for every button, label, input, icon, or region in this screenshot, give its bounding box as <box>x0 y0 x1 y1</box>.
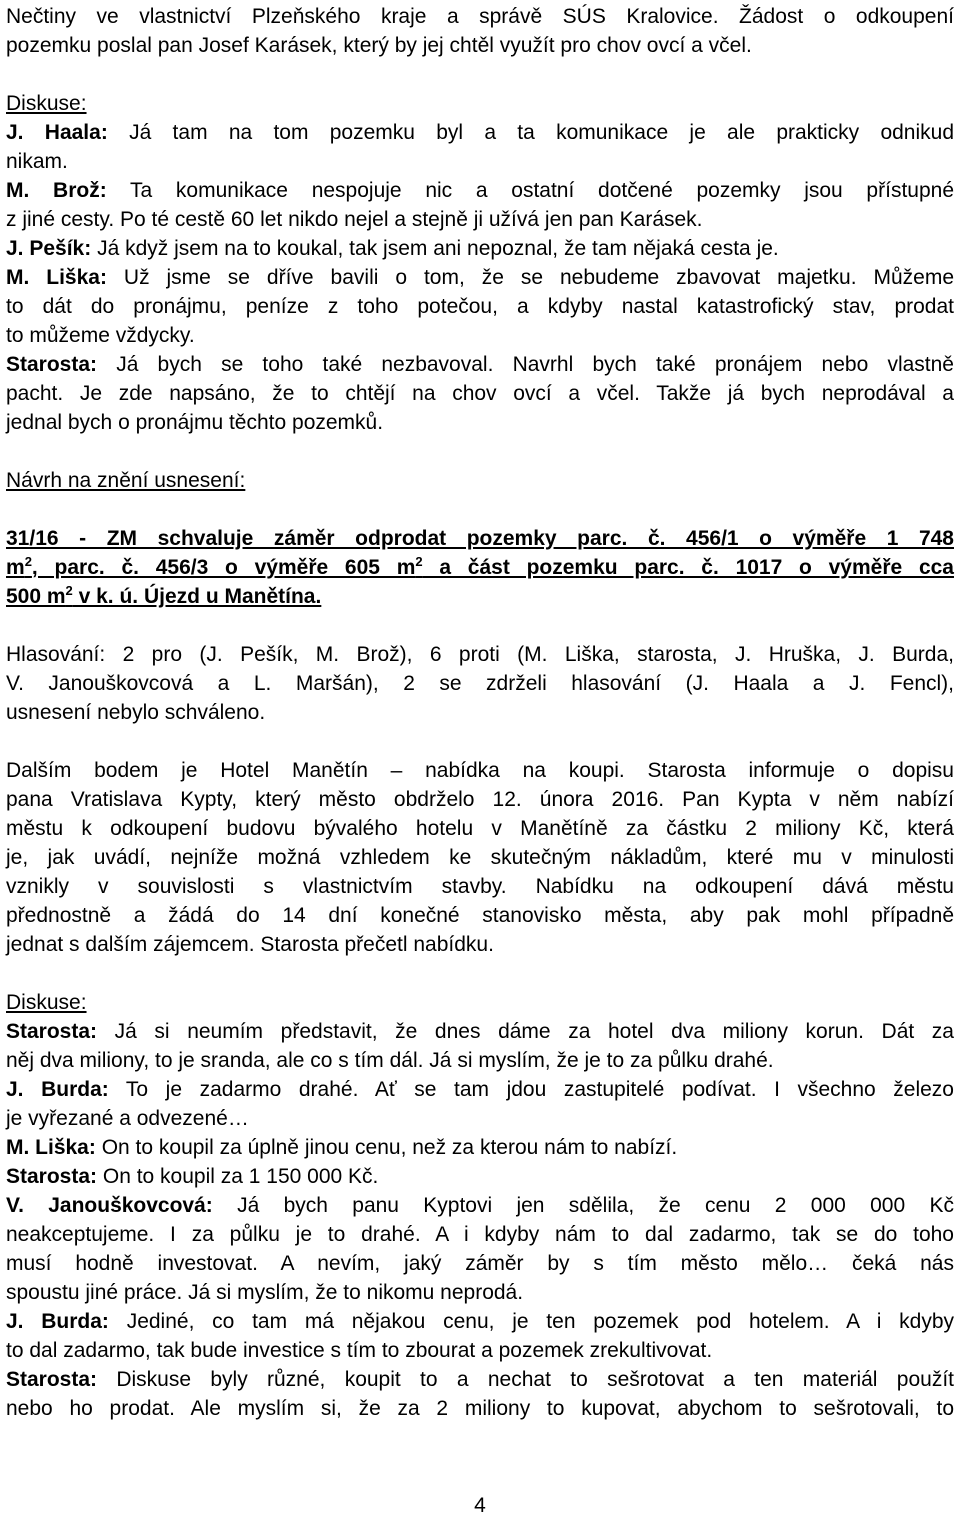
text-line: je vyřezané a odvezené… <box>6 1107 249 1130</box>
speech-line <box>6 120 954 146</box>
speaker-label: J. Pešík: <box>6 237 92 260</box>
resolution-text: 500 m <box>6 585 66 608</box>
text-line: přednostně a žádá do 14 dní konečné stanovisko města, aby pak mohl případně <box>6 904 954 927</box>
speaker-label: Starosta: <box>6 1368 98 1391</box>
resolution-line: 31/16 - ZM schvaluje záměr odprodat pozemky parc. č. 456/1 o výměře 1 748 <box>6 527 954 550</box>
speech-text: On to koupil za úplně jinou cenu, než za kterou nám to nabízí. <box>95 1136 678 1159</box>
speech-line <box>6 1367 954 1393</box>
text-line: Nečtiny ve vlastnictví Plzeňského kraje a správě SÚS Kralovice. Žádost o odkoupení <box>6 5 954 28</box>
vote-line: usnesení nebylo schváleno. <box>6 701 266 724</box>
speech-text: Já bych panu Kyptovi jen sdělila, že cenu 2 000 000 Kč <box>212 1194 954 1217</box>
speaker-label: M. Liška: <box>6 1136 96 1159</box>
speech-line <box>6 265 954 291</box>
speech-text: Já bych se toho také nezbavoval. Navrhl bych také pronájem nebo vlastně <box>97 353 954 376</box>
text-line: z jiné cesty. Po té cestě 60 let nikdo nejel a stejně ji užívá jen pan Karásek. <box>6 208 703 231</box>
speech-text: Já když jsem na to koukal, tak jsem ani nepoznal, že tam nějaká cesta je. <box>91 237 779 260</box>
section-heading: Diskuse: <box>6 991 87 1014</box>
speech-line <box>6 1309 954 1335</box>
speech-text: Ta komunikace nespojuje nic a ostatní dotčené pozemky jsou přístupné <box>106 179 954 202</box>
vote-line: Hlasování: 2 pro (J. Pešík, M. Brož), 6 proti (M. Liška, starosta, J. Hruška, J. Burda, <box>6 643 954 666</box>
text-line: vznikly v souvislosti s vlastnictvím stavby. Nabídku na odkoupení dává městu <box>6 875 954 898</box>
speech-line <box>6 352 954 378</box>
text-line: něj dva miliony, to je sranda, ale co s tím dál. Já si myslím, že je to za půlku drahé. <box>6 1049 774 1072</box>
section-heading: Diskuse: <box>6 92 87 115</box>
speaker-label: M. Liška: <box>6 266 107 289</box>
speaker-label: J. Burda: <box>6 1310 109 1333</box>
resolution-text: , parc. č. 456/3 o výměře 605 m <box>31 556 416 579</box>
text-line: to dal zadarmo, tak bude investice s tím to zbourat a pozemek zrekultivovat. <box>6 1339 713 1362</box>
text-line: neakceptujeme. I za půlku je to drahé. A i kdyby nám to dal zadarmo, tak se do toho <box>6 1223 954 1246</box>
resolution-text: a část pozemku parc. č. 1017 o výměře cca <box>422 556 954 579</box>
text-line: pozemku poslal pan Josef Karásek, který by jej chtěl využít pro chov ovcí a včel. <box>6 34 752 57</box>
superscript: 2 <box>65 583 73 598</box>
text-line: to dát do pronájmu, peníze z toho potečou, a kdyby nastal katastrofický stav, prodat <box>6 295 954 318</box>
text-line: jednat s dalším zájemcem. Starosta přečetl nabídku. <box>6 933 494 956</box>
speaker-label: M. Brož: <box>6 179 107 202</box>
speech-text: Já tam na tom pozemku byl a ta komunikace je ale prakticky odnikud <box>107 121 954 144</box>
resolution-text: m <box>6 556 25 579</box>
text-line: nebo ho prodat. Ale myslím si, že za 2 miliony to kupovat, abychom to sešrotovali, to <box>6 1397 954 1420</box>
speech-line <box>6 1193 954 1219</box>
speech-text: To je zadarmo drahé. Ať se tam jdou zastupitelé podívat. I všechno železo <box>108 1078 954 1101</box>
speech-text: Jediné, co tam má nějakou cenu, je ten pozemek pod hotelem. A i kdyby <box>108 1310 955 1333</box>
speech-line <box>6 1135 677 1161</box>
speech-line <box>6 1019 954 1045</box>
text-line: musí hodně investovat. A nevím, jaký záměr by s tím město mělo… čeká nás <box>6 1252 954 1275</box>
text-line: to můžeme vždycky. <box>6 324 195 347</box>
speaker-label: Starosta: <box>6 353 98 376</box>
speaker-label: J. Haala: <box>6 121 108 144</box>
text-line: je, jak uvádí, nejníže možná vzhledem ke skutečným nákladům, které mu v minulosti <box>6 846 954 869</box>
speech-text: Už jsme se dříve bavili o tom, že se nebudeme zbavovat majetku. Můžeme <box>106 266 955 289</box>
vote-line: V. Janouškovcová a L. Maršán), 2 se zdrželi hlasování (J. Haala a J. Fencl), <box>6 672 954 695</box>
text-line: Dalším bodem je Hotel Manětín – nabídka na koupi. Starosta informuje o dopisu <box>6 759 954 782</box>
text-line: spoustu jiné práce. Já si myslím, že to nikomu neprodá. <box>6 1281 524 1304</box>
resolution-line <box>6 584 321 610</box>
page-number: 4 <box>474 1494 486 1517</box>
text-line: pacht. Je zde napsáno, že to chtějí na chov ovcí a včel. Takže já bych neprodával a <box>6 382 954 405</box>
speech-line <box>6 178 954 204</box>
superscript: 2 <box>24 554 32 569</box>
text-line: nikam. <box>6 150 68 173</box>
text-line: jednal bych o pronájmu těchto pozemků. <box>6 411 384 434</box>
resolution-line <box>6 555 954 581</box>
speaker-label: V. Janouškovcová: <box>6 1194 213 1217</box>
speech-line <box>6 1077 954 1103</box>
text-line: pana Vratislava Kypty, který město obdrželo 12. února 2016. Pan Kypta v něm nabízí <box>6 788 954 811</box>
speaker-label: Starosta: <box>6 1020 98 1043</box>
section-heading: Návrh na znění usnesení: <box>6 469 246 492</box>
speech-line <box>6 1164 378 1190</box>
speech-text: Já si neumím představit, že dnes dáme za hotel dva miliony korun. Dát za <box>97 1020 954 1043</box>
speech-text: Diskuse byly různé, koupit to a nechat to sešrotovat a ten materiál použít <box>97 1368 954 1391</box>
resolution-text: v k. ú. Újezd u Manětína. <box>72 585 322 608</box>
speaker-label: Starosta: <box>6 1165 98 1188</box>
speech-line <box>6 236 779 262</box>
superscript: 2 <box>415 554 423 569</box>
speaker-label: J. Burda: <box>6 1078 109 1101</box>
text-line: městu k odkoupení budovu bývalého hotelu v Manětíně za částku 2 miliony Kč, která <box>6 817 954 840</box>
speech-text: On to koupil za 1 150 000 Kč. <box>97 1165 379 1188</box>
